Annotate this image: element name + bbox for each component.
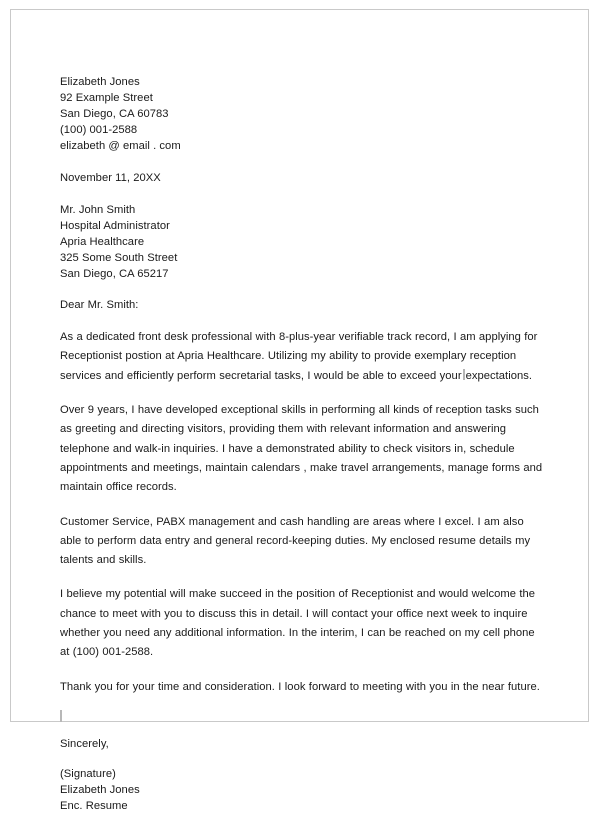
sender-phone: (100) 001-2588: [60, 124, 138, 137]
spacer-before-paragraph-5: [60, 663, 543, 678]
spacer-before-caret-line: [60, 697, 543, 710]
standalone-text-caret-icon: [60, 710, 62, 722]
signer-name: Elizabeth Jones: [60, 784, 140, 797]
spacer-before-paragraph-3: [60, 498, 543, 513]
enclosure-note: Enc. Resume: [60, 800, 128, 813]
body-paragraph-5: Thank you for your time and consideration. I look forward to meeting with you in the near future.: [60, 680, 540, 693]
sender-city-state-zip: San Diego, CA 60783: [60, 108, 169, 121]
recipient-address-block: [60, 202, 543, 282]
recipient-street: 325 Some South Street: [60, 251, 178, 264]
spacer-before-sincerely: [60, 722, 543, 736]
text-caret-icon: [463, 369, 465, 380]
sender-address-block: [60, 74, 543, 154]
paragraph-1-text-before-caret: As a dedicated front desk professional with 8-plus-year verifiable track record, I am applying for Receptionist postion at Apria Healthcare. Utilizing my ability to provide exemplary reception services and efficiently perform secretarial tasks, I would be able to exceed your: [60, 331, 538, 382]
closing-sincerely: Sincerely,: [60, 737, 109, 750]
recipient-company: Apria Healthcare: [60, 235, 145, 248]
spacer-before-paragraph-2: [60, 386, 543, 401]
sender-name: Elizabeth Jones: [60, 76, 140, 88]
spacer-before-signature: [60, 752, 543, 766]
recipient-name: Mr. John Smith: [60, 203, 136, 216]
spacer-before-paragraph-1: [60, 313, 543, 328]
signature-placeholder: (Signature): [60, 767, 116, 780]
paragraph-1-text-after-caret: expectations.: [465, 369, 533, 382]
spacer-before-date: [60, 154, 543, 170]
signature-block: [60, 766, 543, 814]
letter-body: [60, 74, 543, 814]
sender-email: elizabeth @ email . com: [60, 140, 181, 153]
recipient-city-state-zip: San Diego, CA 65217: [60, 267, 169, 280]
letter-date: November 11, 20XX: [60, 172, 161, 185]
salutation: Dear Mr. Smith:: [60, 299, 139, 312]
body-paragraph-3: Customer Service, PABX management and cash handling are areas where I excel. I am also able to perform data entry and general record-keeping duties. My enclosed resume details my talents and skills.: [60, 515, 531, 567]
recipient-title: Hospital Administrator: [60, 219, 170, 232]
spacer-before-paragraph-4: [60, 570, 543, 585]
body-paragraph-2: Over 9 years, I have developed exceptional skills in performing all kinds of reception tasks such as greeting and directing visitors, providing them with relevant information and answering telephone and walk-in inquiries. I have a demonstrated ability to check visitors in, schedule appointments and meetings, maintain calendars , make travel arrangements, manage forms and maintain office records.: [60, 404, 543, 494]
document-page: [10, 9, 589, 813]
body-paragraph-1: [60, 328, 543, 386]
body-paragraph-4: I believe my potential will make succeed in the position of Receptionist and would welcome the chance to meet with you to discuss this in detail. I will contact your office next week to inquire whether you need any additional information. In the interim, I can be reached on my cell phone at (100) 001-2588.: [60, 588, 536, 659]
spacer-before-recipient: [60, 187, 543, 202]
spacer-before-salutation: [60, 282, 543, 297]
sender-street: 92 Example Street: [60, 92, 153, 105]
